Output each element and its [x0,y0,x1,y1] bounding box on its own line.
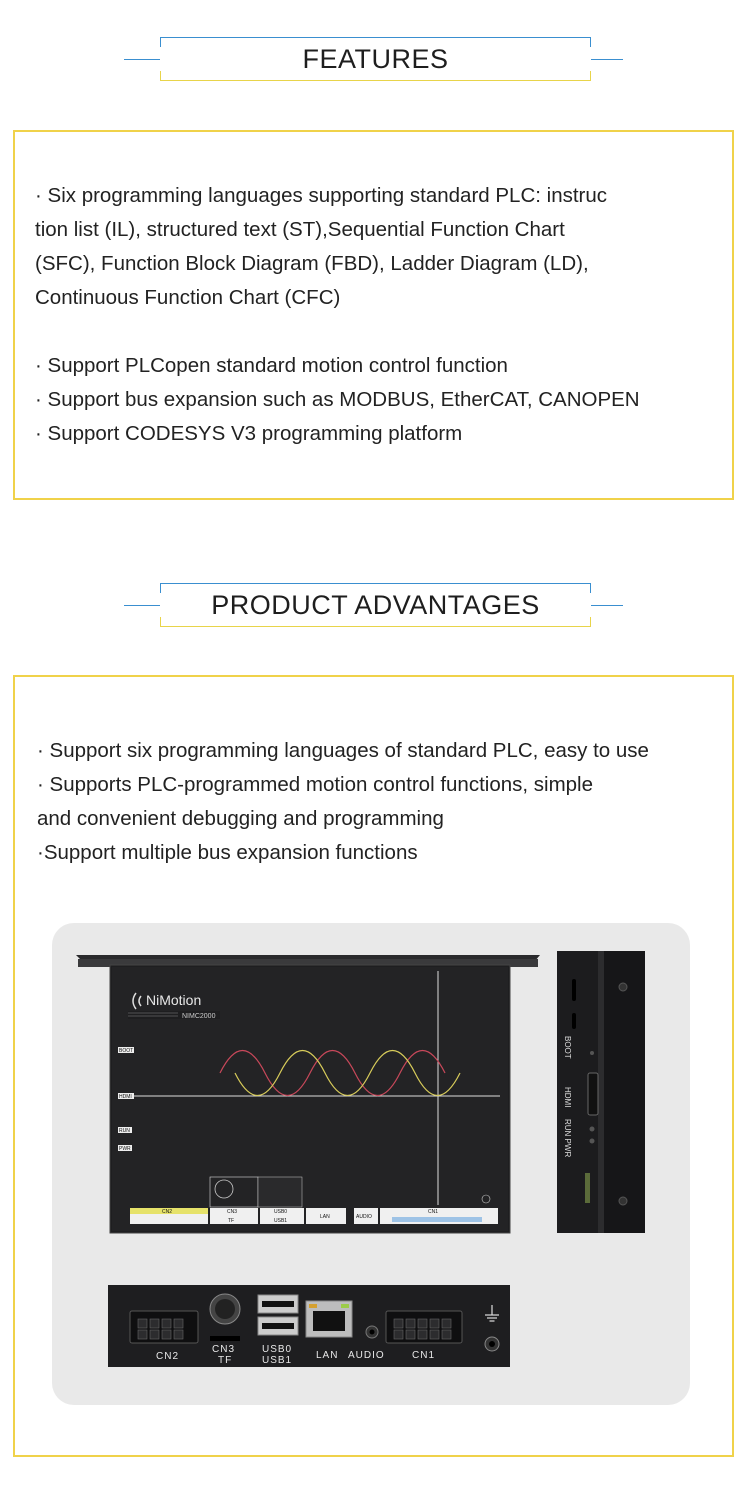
advantages-line: ·Support multiple bus expansion functions [37,841,418,864]
heading-right-line [591,59,623,60]
label-boot: BOOT [119,1048,134,1054]
model-name: NIMC2000 [182,1013,216,1020]
top-port-cn3: CN3 [227,1209,238,1215]
features-line: · Six programming languages supporting standard PLC: instruc [35,184,608,207]
features-line: · Support bus expansion such as MODBUS, EtherCAT, CANOPEN [35,388,640,411]
top-port-lan: LAN [320,1214,330,1220]
label-pwr: PWR [119,1146,131,1152]
device-front-view [108,1285,510,1367]
front-label-tf: TF [218,1355,233,1366]
front-label-audio: AUDIO [348,1350,385,1361]
top-port-cn2: CN2 [162,1209,173,1215]
advantages-line: · Support six programming languages of standard PLC, easy to use [37,739,649,762]
heading-left-line [124,605,160,606]
heading-frame [160,37,591,81]
advantages-title: PRODUCT ADVANTAGES [211,590,540,620]
front-label-lan: LAN [316,1350,339,1361]
front-label-usb0: USB0 [262,1344,293,1355]
features-spacer [35,315,722,349]
heading-frame [160,583,591,627]
features-line: Continuous Function Chart (CFC) [35,286,341,309]
features-title: FEATURES [302,44,449,74]
product-image-panel [52,923,690,1405]
top-port-audio: AUDIO [356,1214,372,1220]
features-list [35,179,722,451]
advantages-line: · Supports PLC-programmed motion control functions, simple [37,773,594,796]
side-label-hdmi: HDMI [563,1087,572,1108]
front-label-cn3: CN3 [212,1344,236,1355]
side-label-run-pwr: RUN PWR [563,1119,572,1158]
device-top-view [76,955,540,1233]
advantages-line: and convenient debugging and programming [37,807,444,830]
heading-right-line [591,605,623,606]
product-photo [52,923,690,1405]
top-port-usb1: USB1 [274,1218,288,1224]
top-port-cn1: CN1 [428,1209,439,1215]
heading-left-line [124,59,160,60]
features-line: · Support CODESYS V3 programming platform [35,422,463,445]
front-label-cn2: CN2 [156,1351,180,1362]
features-line: (SFC), Function Block Diagram (FBD), Ladder Diagram (LD), [35,252,589,275]
side-label-boot: BOOT [563,1036,572,1059]
label-run: RUN [119,1128,130,1134]
features-heading [0,37,749,83]
features-line: · Support PLCopen standard motion control function [35,354,508,377]
brand-name: NiMotion [146,992,202,1008]
device-side-view [557,951,645,1233]
label-hdmi: HDMI [119,1094,132,1100]
top-port-tf: TF [228,1218,235,1224]
front-label-cn1: CN1 [412,1350,436,1361]
features-box [13,130,734,500]
advantages-heading [0,583,749,629]
top-port-usb0: USB0 [274,1209,288,1215]
front-label-usb1: USB1 [262,1355,293,1366]
features-line: tion list (IL), structured text (ST),Sequential Function Chart [35,218,565,241]
advantages-list [37,734,722,870]
